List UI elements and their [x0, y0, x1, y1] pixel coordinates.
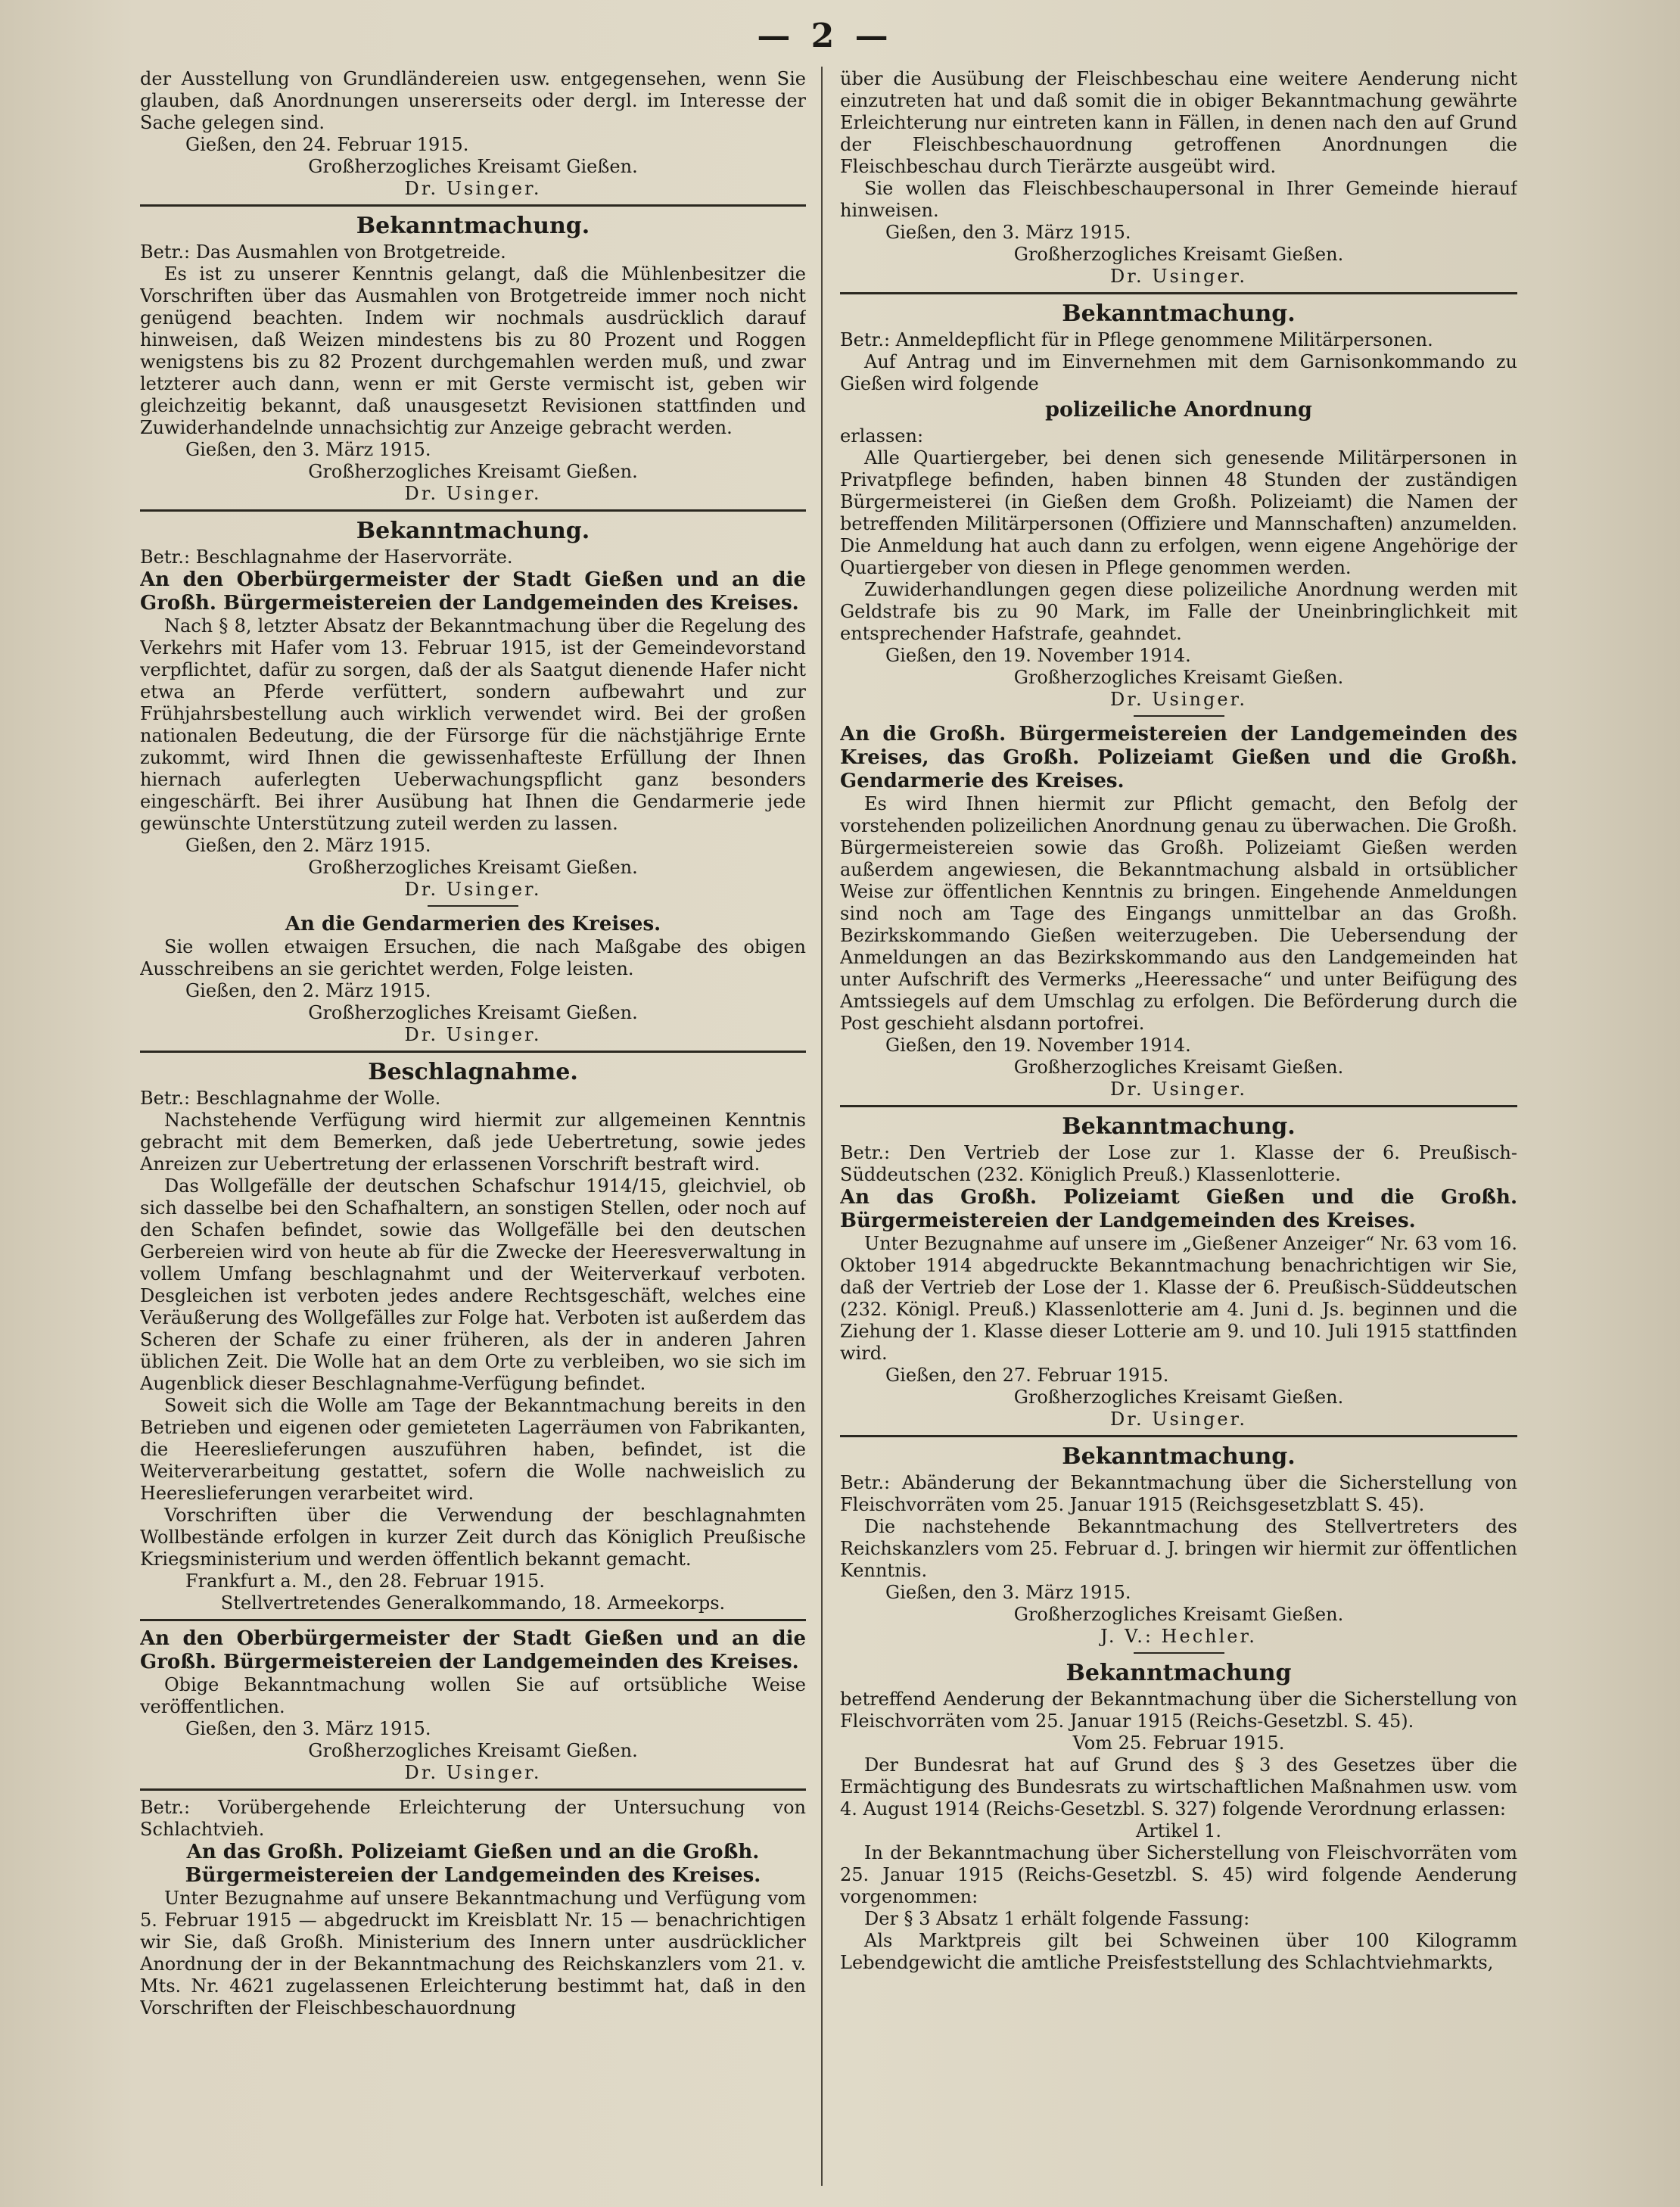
office-name: Großherzogliches Kreisamt Gießen.	[1013, 667, 1344, 688]
section-rule	[840, 1105, 1517, 1107]
notice-heading: Beschlagnahme.	[368, 1059, 578, 1085]
office-name: Großherzogliches Kreisamt Gießen.	[1013, 1057, 1344, 1078]
section-rule	[840, 1435, 1517, 1437]
notice-gendarmerie	[140, 913, 806, 1046]
notice-subject: Betr.: Vorübergehende Erleichterung der Untersuchung von Schlachtvieh.	[140, 1797, 806, 1840]
notice-wolle-veroeffentlichung	[140, 1627, 806, 1784]
section-rule	[140, 1788, 806, 1791]
notice-text: erlassen:	[840, 425, 924, 447]
section-rule	[140, 1619, 806, 1621]
section-rule	[140, 1051, 806, 1053]
notice-hafer	[140, 518, 806, 901]
column-divider	[821, 67, 823, 2186]
place-date: Gießen, den 3. März 1915.	[885, 222, 1131, 243]
signature: Dr. Usinger.	[404, 483, 542, 504]
notice-paragraph: Nachstehende Verfügung wird hiermit zur allgemeinen Kenntnis gebracht mit dem Bemerken, daß jede Uebertretung, sowie jedes Anreizen zur Uebertretung der erlassenen Vorschrift bestraft wird.	[140, 1110, 806, 1175]
notice-fleischvorraete	[840, 1443, 1517, 1648]
office-name: Großherzogliches Kreisamt Gießen.	[308, 1740, 638, 1761]
short-rule	[428, 905, 518, 907]
notice-text: Nach § 8, letzter Absatz der Bekanntmachung über die Regelung des Verkehrs mit Hafer vom 13. Februar 1915, ist der Gemeindevorstand verpflichtet, dafür zu sorgen, daß der als Saatgut dienende Hafer nicht etwa an Pferde verfüttert, sondern aufbewahrt und zur Frühjahrsbestellung auch wirklich verwendet wird. Bei der großen nationalen Bedeutung, die der Fürsorge für die nächstjährige Ernte zukommt, wird Ihnen die gewissenhafteste Erfüllung der Ihnen hiernach auferlegten Ueberwachungspflicht ganz besonders eingeschärft. Bei ihrer Ausübung hat Ihnen die Gendarmerie jede gewünschte Unterstützung zuteil werden zu lassen.	[140, 615, 806, 834]
signature: Dr. Usinger.	[404, 1024, 542, 1045]
notice-heading: Bekanntmachung.	[356, 213, 590, 239]
office-name: Großherzogliches Kreisamt Gießen.	[1013, 244, 1344, 265]
office-name: Stellvertretendes Generalkommando, 18. Armeekorps.	[220, 1592, 726, 1614]
notice-subject: Betr.: Anmeldepflicht für in Pflege genommene Militärpersonen.	[840, 329, 1433, 350]
notice-heading: Bekanntmachung.	[1062, 300, 1296, 327]
notice-text: Unter Bezugnahme auf unsere Bekanntmachung und Verfügung vom 5. Februar 1915 — abgedruckt im Kreisblatt Nr. 15 — benachrichtigen wir Sie, daß Großh. Ministerium des Innern unter ausdrücklicher Anordnung der in der Bekanntmachung des Reichskanzlers vom 21. v. Mts. Nr. 4621 zugelassenen Erleichterung bestimmt hat, daß in den Vorschriften der Fleischbeschauordnung	[140, 1888, 806, 2019]
notice-bundesrat-verordnung	[840, 1660, 1517, 1974]
place-date: Gießen, den 2. März 1915.	[185, 980, 431, 1001]
notice-subject: Betr.: Das Ausmahlen von Brotgetreide.	[140, 241, 506, 263]
notice-subject: Betr.: Den Vertrieb der Lose zur 1. Klasse der 6. Preußisch-Süddeutschen (232. Königlich Preuß.) Klassenlotterie.	[840, 1142, 1517, 1185]
notice-paragraph: Vorschriften über die Verwendung der beschlagnahmten Wollbestände erfolgen in kurzer Zeit durch das Königlich Preußische Kriegsministerium und werden öffentlich bekannt gemacht.	[140, 1505, 806, 1570]
office-name: Großherzogliches Kreisamt Gießen.	[1013, 1604, 1344, 1625]
notice-subject: Betr.: Abänderung der Bekanntmachung über die Sicherstellung von Fleischvorräten vom 25. Januar 1915 (Reichsgesetzblatt S. 45).	[840, 1472, 1517, 1515]
place-date: Gießen, den 3. März 1915.	[185, 1718, 431, 1739]
notice-text: Unter Bezugnahme auf unsere im „Gießener Anzeiger“ Nr. 63 vom 16. Oktober 1914 abgedruckte Bekanntmachung benachrichtigen wir Sie, daß der Vertrieb der Lose der 1. Klasse der 6. Preußisch-Süddeutschen (232. Königl. Preuß.) Klassenlotterie am 4. Juni d. Js. beginnen und die Ziehung der 1. Klasse dieser Lotterie am 9. und 10. Juli 1915 stattfinden wird.	[840, 1233, 1517, 1364]
place-date: Gießen, den 27. Februar 1915.	[885, 1365, 1169, 1386]
office-name: Großherzogliches Kreisamt Gießen.	[1013, 1387, 1344, 1408]
notice-text: Obige Bekanntmachung wollen Sie auf ortsübliche Weise veröffentlichen.	[140, 1674, 806, 1717]
notice-heading: Bekanntmachung.	[1062, 1443, 1296, 1470]
notice-text: Es wird Ihnen hiermit zur Pflicht gemacht, den Befolg der vorstehenden polizeilichen Anordnung genau zu überwachen. Die Großh. Bürgermeistereien sowie das Großh. Polizeiamt Gießen werden außerdem angewiesen, die Bekanntmachung alsbald in ortsüblicher Weise zur öffentlichen Kenntnis zu bringen. Eingehende Anmeldungen sind noch am Tage des Eingangs unmittelbar an das Großh. Bezirkskommando Gießen weiterzugeben. Die Uebersendung der Anmeldungen an das Bezirkskommando aus den Landgemeinden hat unter Aufschrift des Vermerks „Heeressache“ und unter Beifügung des Amtssiegels auf dem Umschlag zu erfolgen. Die Beförderung durch die Post geschieht alsdann portofrei.	[840, 793, 1517, 1034]
notice-heading: Bekanntmachung.	[1062, 1113, 1296, 1140]
office-name: Großherzogliches Kreisamt Gießen.	[308, 1002, 638, 1023]
place-date: Gießen, den 3. März 1915.	[885, 1582, 1131, 1603]
section-rule	[140, 204, 806, 207]
notice-subject: Betr.: Beschlagnahme der Wolle.	[140, 1088, 441, 1109]
notice-paragraph: Zuwiderhandlungen gegen diese polizeiliche Anordnung werden mit Geldstrafe bis zu 90 Mark, im Falle der Uneinbringlichkeit mit entsprechender Hafstrafe, geahndet.	[840, 579, 1517, 644]
notice-text: über die Ausübung der Fleischbeschau eine weitere Aenderung nicht einzutreten hat und daß somit die in obiger Bekanntmachung gewährte Erleichterung nur eintreten kann in Fällen, in denen nach den auf Grund der Fleischbeschauordnung getroffenen Anordnungen die Fleischbeschau durch Tierärzte ausgeübt wird.	[840, 68, 1517, 177]
notice-wolle	[140, 1059, 806, 1614]
notice-text: Sie wollen das Fleischbeschaupersonal in Ihrer Gemeinde hierauf hinweisen.	[840, 178, 1517, 221]
signature: Dr. Usinger.	[1109, 1409, 1248, 1430]
page-number: — 2 —	[757, 17, 893, 55]
notice-schlachtvieh-continued	[840, 68, 1517, 288]
notice-text: der Ausstellung von Grundländereien usw. entgegensehen, wenn Sie glauben, daß Anordnungen unsererseits oder dergl. im Interesse der Sache gelegen sind.	[140, 68, 806, 133]
article-heading: Artikel 1.	[1135, 1820, 1222, 1841]
notice-address: An die Gendarmerien des Kreises.	[285, 913, 661, 935]
notice-text: Auf Antrag und im Einvernehmen mit dem Garnisonkommando zu Gießen wird folgende	[840, 351, 1517, 394]
short-rule	[1134, 1652, 1224, 1654]
office-name: Großherzogliches Kreisamt Gießen.	[308, 461, 638, 482]
signature: Dr. Usinger.	[1109, 689, 1248, 710]
notice-heading: Bekanntmachung.	[356, 518, 590, 544]
right-column	[840, 68, 1517, 2187]
place-date: Gießen, den 3. März 1915.	[185, 439, 431, 460]
notice-ueberwachung	[840, 723, 1517, 1100]
notice-date: Vom 25. Februar 1915.	[1072, 1732, 1285, 1754]
signature: Dr. Usinger.	[404, 879, 542, 900]
notice-heading: Bekanntmachung	[1066, 1660, 1292, 1686]
notice-text: Die nachstehende Bekanntmachung des Stellvertreters des Reichskanzlers vom 25. Februar d. J. bringen wir hiermit zur öffentlichen Kenntnis.	[840, 1516, 1517, 1581]
notice-lotterie	[840, 1113, 1517, 1430]
place-date: Gießen, den 24. Februar 1915.	[185, 134, 469, 155]
notice-text: Der Bundesrat hat auf Grund des § 3 des Gesetzes über die Ermächtigung des Bundesrats zu wirtschaftlichen Maßnahmen usw. vom 4. August 1914 (Reichs-Gesetzbl. S. 327) folgende Verordnung erlassen:	[840, 1754, 1517, 1819]
notice-text: Sie wollen etwaigen Ersuchen, die nach Maßgabe des obigen Ausschreibens an sie gerichtet werden, Folge leisten.	[140, 936, 806, 979]
notice-continued	[140, 68, 806, 200]
notice-address: An die Großh. Bürgermeistereien der Landgemeinden des Kreises, das Großh. Polizeiamt Gießen und die Großh. Gendarmerie des Kreises.	[840, 723, 1517, 792]
notice-text: Es ist zu unserer Kenntnis gelangt, daß die Mühlenbesitzer die Vorschriften über das Ausmahlen von Brotgetreide immer noch nicht genügend beachten. Indem wir nochmals ausdrücklich darauf hinweisen, daß Weizen mindestens bis zu 80 Prozent und Roggen wenigstens bis zu 82 Prozent durchgemahlen werden muß, und zwar letzterer auch dann, wenn er mit Gerste vermischt ist, geben wir gleichzeitig bekannt, daß unausgesetzt Revisionen stattfinden und Zuwiderhandelnde unnachsichtig zur Anzeige gebracht werden.	[140, 263, 806, 438]
paragraph-heading: Der § 3 Absatz 1 erhält folgende Fassung:	[864, 1908, 1250, 1929]
notice-brotgetreide	[140, 213, 806, 505]
short-rule	[1134, 715, 1224, 717]
signature: J. V.: Hechler.	[1100, 1626, 1257, 1647]
place-date: Frankfurt a. M., den 28. Februar 1915.	[185, 1570, 545, 1592]
section-rule	[140, 509, 806, 512]
signature: Dr. Usinger.	[404, 178, 542, 199]
signature: Dr. Usinger.	[404, 1762, 542, 1783]
notice-schlachtvieh	[140, 1797, 806, 2019]
signature: Dr. Usinger.	[1109, 266, 1248, 287]
paragraph-text: Als Marktpreis gilt bei Schweinen über 100 Kilogramm Lebendgewicht die amtliche Preisfeststellung des Schlachtviehmarkts,	[840, 1930, 1517, 1973]
notice-address: An den Oberbürgermeister der Stadt Gießen und an die Großh. Bürgermeistereien der Landgemeinden des Kreises.	[140, 1627, 806, 1673]
left-column	[140, 68, 806, 2187]
section-rule	[840, 292, 1517, 294]
notice-paragraph: Soweit sich die Wolle am Tage der Bekanntmachung bereits in den Betrieben und eigenen oder gemieteten Lagerräumen von Fabrikanten, die Heereslieferungen auszuführen haben, befindet, ist die Weiterverarbeitung gestattet, sofern die Wolle nachweislich zu Heereslieferungen verarbeitet wird.	[140, 1395, 806, 1504]
notice-paragraph: Alle Quartiergeber, bei denen sich genesende Militärpersonen in Privatpflege befinden, haben binnen 48 Stunden der zuständigen Bürgermeisterei (in Gießen dem Großh. Polizeiamt) die Namen der betreffenden Militärpersonen (Offiziere und Mannschaften) anzumelden. Die Anmeldung hat auch dann zu erfolgen, wenn eigene Angehörige der Quartiergeber von diesen in Pflege genommen werden.	[840, 447, 1517, 578]
notice-subject: Betr.: Beschlagnahme der Haservorräte.	[140, 546, 513, 568]
notice-address: An das Großh. Polizeiamt Gießen und an die Großh. Bürgermeistereien der Landgemeinden des Kreises.	[185, 1841, 761, 1887]
article-text: In der Bekanntmachung über Sicherstellung von Fleischvorräten vom 25. Januar 1915 (Reichs-Gesetzbl. S. 45) wird folgende Aenderung vorgenommen:	[840, 1842, 1517, 1907]
notice-militaerpersonen	[840, 300, 1517, 711]
office-name: Großherzogliches Kreisamt Gießen.	[308, 857, 638, 878]
office-name: Großherzogliches Kreisamt Gießen.	[308, 156, 638, 177]
place-date: Gießen, den 2. März 1915.	[185, 835, 431, 856]
notice-subtitle: betreffend Aenderung der Bekanntmachung über die Sicherstellung von Fleischvorräten vom 25. Januar 1915 (Reichs-Gesetzbl. S. 45).	[840, 1689, 1517, 1732]
notice-subheading: polizeiliche Anordnung	[1045, 398, 1312, 422]
signature: Dr. Usinger.	[1109, 1079, 1248, 1100]
notice-address: An den Oberbürgermeister der Stadt Gießen und an die Großh. Bürgermeistereien der Landgemeinden des Kreises.	[140, 568, 806, 615]
notice-paragraph: Das Wollgefälle der deutschen Schafschur 1914/15, gleichviel, ob sich dasselbe bei den Schafhaltern, an sonstigen Stellen, oder noch auf den Schafen befindet, sowie das Wollgefälle bei den deutschen Gerbereien wird von heute ab für die Zwecke der Heeresverwaltung in vollem Umfang beschlagnahmt und der Weiterverkauf verboten. Desgleichen ist verboten jedes andere Rechtsgeschäft, welches eine Veräußerung des Wollgefälles zur Folge hat. Verboten ist außerdem das Scheren der Schafe zu einer früheren, als der in anderen Jahren üblichen Zeit. Die Wolle hat an dem Orte zu verbleiben, wo sie sich im Augenblick dieser Beschlagnahme-Verfügung befindet.	[140, 1175, 806, 1394]
place-date: Gießen, den 19. November 1914.	[885, 645, 1191, 666]
notice-address: An das Großh. Polizeiamt Gießen und die Großh. Bürgermeistereien der Landgemeinden des Kreises.	[840, 1186, 1517, 1232]
place-date: Gießen, den 19. November 1914.	[885, 1035, 1191, 1056]
